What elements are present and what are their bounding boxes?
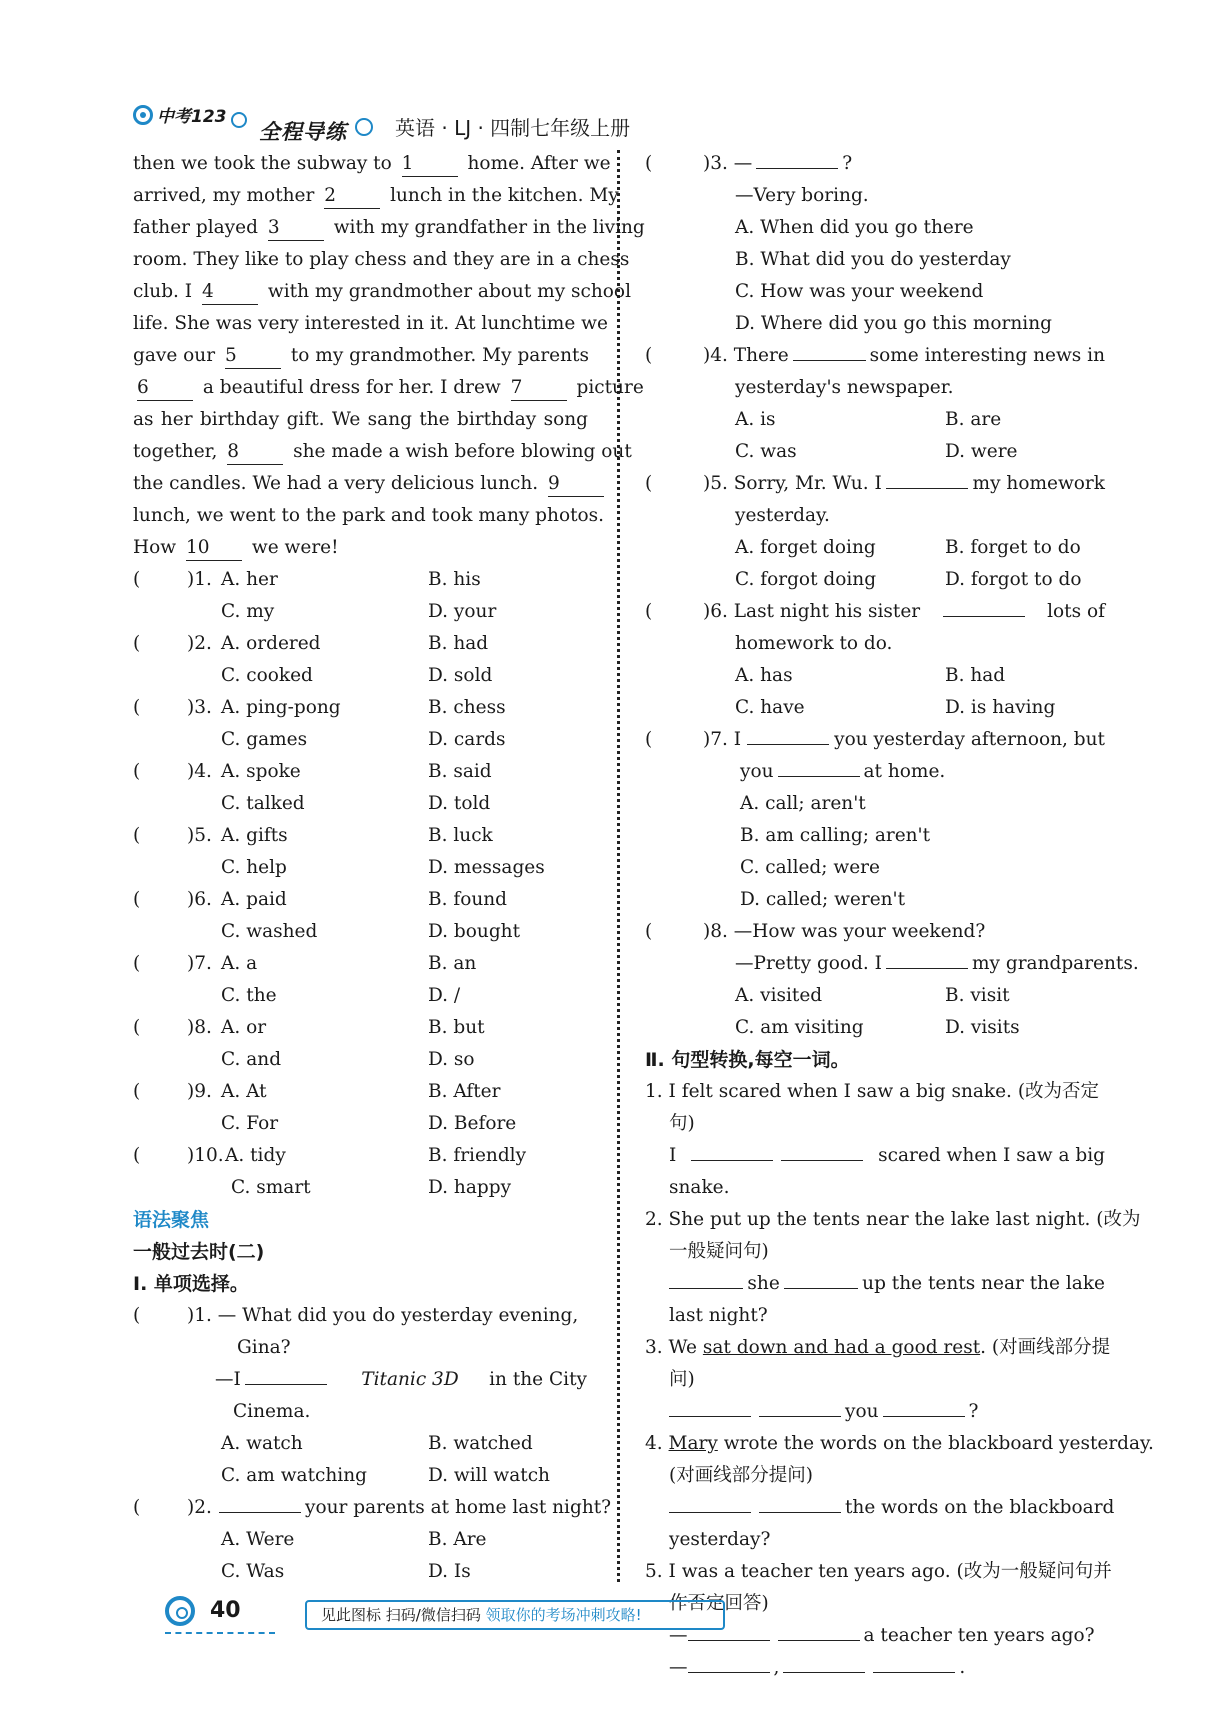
part2-heading: Ⅱ. 句型转换,每空一词。	[645, 1049, 850, 1071]
passage-blank: 6	[137, 376, 193, 401]
rq5: ( )5. Sorry, Mr. Wu. I my homework	[645, 468, 1105, 500]
cloze-question: ( )6. A. paid B. found	[133, 889, 508, 910]
passage-line: room. They like to play chess and they are in a chess	[133, 249, 630, 270]
column-divider	[617, 150, 620, 1582]
page-number-icon	[165, 1596, 195, 1626]
footer-dash	[165, 1632, 275, 1634]
cloze-question: ( )1. A. her B. his	[133, 569, 481, 590]
cloze-question-cont: C. talked D. told	[221, 793, 491, 814]
logo-icon	[133, 105, 153, 125]
left-column: then we took the subway to 1 home. After we arrived, my mother 2 lunch in the kitchen. My father played 3 with my grandfather in the living room. They like to play chess and they are in a chess club. I 4 with my grandmother about my school life. She was very interested in it. At lunchtime we gave our 5 to my grandmother. My parents 6 a beautiful dress for her. I drew 7 picture as her birthday gift. We sang the birthday song together, 8 she made a wish before blowing out the candles. We had a very delicious lunch. 9 lunch, we went to the park and took many photos. How 10 we were! ( )1. A. her B. his C. my D. your ( )2. A. ordered B. had C. cooked D. sold ( )3. A. ping-pong B. chess C. games D. cards ( )4. A. spoke B. said C. talked D. told ( )5. A. gifts B. luck C. help D. messages ( )6. A. paid B. found C. washed D. bought ( )7. A. a B. an C. the D. / ( )8. A. or B. but C. and D. so ( )9. A. At B. After C. For D. Before ( )10. A. tidy B. friendly C. smart D. happy 语法聚焦 一般过去时(二) Ⅰ. 单项选择。 ( )1. — What did you do yesterday evening, Gina? —I Titanic 3D in the City Cinema. A. watch B. watched C. am watching D. will watch ( )2. your parents at home last night? A. Were B. Are C. Was D. Is	[133, 148, 588, 1588]
passage-blank: 1	[402, 152, 458, 177]
cloze-options	[133, 564, 588, 1204]
cloze-question: ( )5. A. gifts B. luck	[133, 825, 493, 846]
passage-line: gave our 5 to my grandmother. My parents	[133, 340, 588, 372]
section-grammar: 语法聚焦	[133, 1209, 210, 1231]
passage-line: as her birthday gift. We sang the birthday song	[133, 409, 588, 430]
passage-line: life. She was very interested in it. At lunchtime we	[133, 313, 608, 334]
rq6: ( )6. Last night his sister lots of	[645, 596, 1105, 628]
cloze-question-cont: C. my D. your	[221, 601, 497, 622]
logo-text: 中考123	[157, 107, 227, 127]
cloze-question-cont: C. For D. Before	[221, 1113, 517, 1134]
promo-banner: 见此图标 扫码/微信扫码 领取你的考场冲刺攻略!	[305, 1600, 725, 1630]
passage-blank: 8	[227, 440, 283, 465]
passage-line: arrived, my mother 2 lunch in the kitchen. My	[133, 180, 588, 212]
pen-icon	[355, 118, 373, 136]
brand-dot-icon	[231, 112, 247, 128]
cloze-question: ( )8. A. or B. but	[133, 1017, 485, 1038]
grammar-topic: 一般过去时(二)	[133, 1241, 265, 1263]
cloze-question: ( )10. A. tidy B. friendly	[133, 1145, 527, 1166]
cloze-question-cont: C. cooked D. sold	[221, 665, 493, 686]
passage-line: club. I 4 with my grandmother about my school	[133, 276, 588, 308]
right-column: ( )3. — ? —Very boring. A. When did you go there B. What did you do yesterday C. How was your weekend D. Where did you go this morning ( )4. There some interesting news in yesterday's newspaper. A. is B. are C. was D. were ( )5. Sorry, Mr. Wu. I my homework yesterday. A. forget doing B. forget to do C. forgot doing D. forgot to do ( )6. Last night his sister lots of homework to do. A. has B. had C. have D. is having ( )7. I you yesterday afternoon, but you at home. A. call; aren't B. am calling; aren't C. called; were D. called; weren't ( )8. —How was your weekend? —Pretty good. I my grandparents. A. visited B. visit C. am visiting D. visits Ⅱ. 句型转换,每空一词。 1. I felt scared when I saw a big snake. (改为否定 句) I scared when I saw a big snake. 2. She put up the tents near the lake last night. (改为 一般疑问句) she up the tents near the lake last night? 3. We sat down and had a good rest. (对画线部分提 问) you ? 4. Mary wrote the words on the blackboard yesterday. (对画线部分提问) the words on the blackboard yesterday? 5. I was a teacher ten years ago. (改为一般疑问句并 作否定回答) — a teacher ten years ago? — , .	[645, 148, 1105, 1684]
passage-blank: 2	[324, 184, 380, 209]
passage-blank: 9	[548, 472, 604, 497]
page-header	[133, 98, 833, 142]
cloze-question-cont: C. games D. cards	[221, 729, 506, 750]
gq1-line1: ( )1. — What did you do yesterday evening,	[133, 1305, 579, 1326]
rq4: ( )4. There some interesting news in	[645, 340, 1105, 372]
passage-line: father played 3 with my grandfather in the living	[133, 212, 588, 244]
cloze-passage	[133, 148, 645, 564]
passage-blank: 10	[186, 536, 242, 561]
book-title: 英语 · LJ · 四制七年级上册	[395, 116, 631, 140]
passage-line: the candles. We had a very delicious lunch. 9	[133, 468, 588, 500]
passage-line: How 10 we were!	[133, 532, 588, 564]
rq8: ( )8. —How was your weekend?	[645, 921, 986, 942]
passage-blank: 7	[511, 376, 567, 401]
passage-line: together, 8 she made a wish before blowing out	[133, 436, 588, 468]
rq3: ( )3. — ?	[645, 148, 1105, 180]
rq7: ( )7. I you yesterday afternoon, but	[645, 724, 1105, 756]
passage-line: 6 a beautiful dress for her. I drew 7 picture	[133, 372, 588, 404]
passage-blank: 4	[202, 280, 258, 305]
page-number: 40	[210, 1598, 241, 1623]
brand-name: 全程导练	[259, 120, 347, 144]
passage-line: then we took the subway to 1 home. After we	[133, 148, 588, 180]
cloze-question-cont: C. washed D. bought	[221, 921, 521, 942]
cloze-question: ( )4. A. spoke B. said	[133, 761, 492, 782]
cloze-question: ( )3. A. ping-pong B. chess	[133, 697, 506, 718]
passage-line: lunch, we went to the park and took many photos.	[133, 505, 605, 526]
cloze-question: ( )7. A. a B. an	[133, 953, 477, 974]
cloze-question-cont: C. the D. /	[221, 985, 461, 1006]
part1-heading: Ⅰ. 单项选择。	[133, 1273, 249, 1295]
cloze-question: ( )9. A. At B. After	[133, 1081, 501, 1102]
cloze-question-cont: C. help D. messages	[221, 857, 545, 878]
cloze-question-cont: C. smart D. happy	[231, 1177, 512, 1198]
cloze-question-cont: C. and D. so	[221, 1049, 475, 1070]
passage-blank: 3	[268, 216, 324, 241]
passage-blank: 5	[225, 344, 281, 369]
gq2: ( )2. your parents at home last night?	[133, 1492, 588, 1524]
cloze-question: ( )2. A. ordered B. had	[133, 633, 489, 654]
